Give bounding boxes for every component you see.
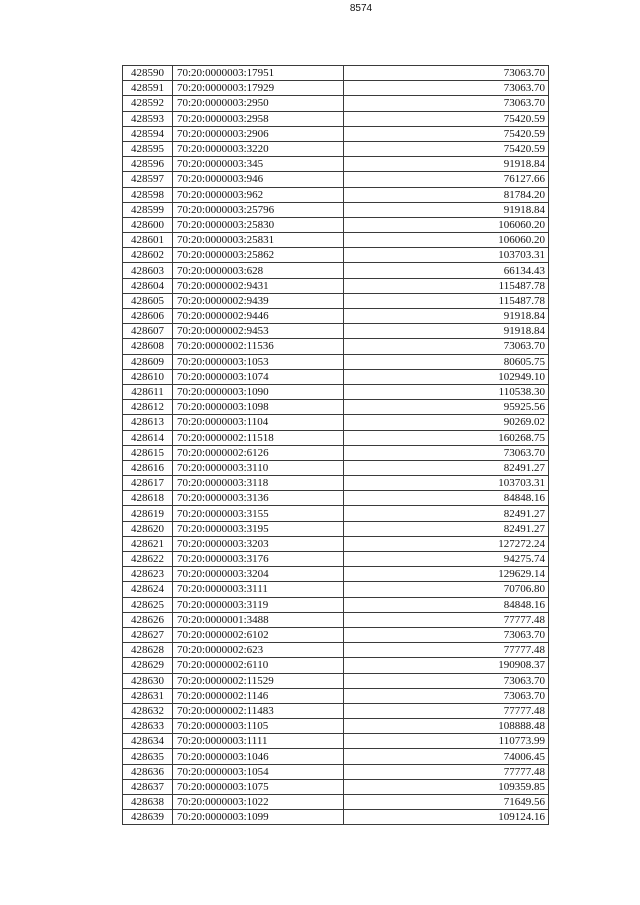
cadastral-number-cell: 70:20:0000003:3119 bbox=[173, 597, 344, 612]
table-row bbox=[123, 764, 549, 779]
table-row bbox=[123, 703, 549, 718]
value-cell: 82491.27 bbox=[344, 521, 549, 536]
cadastral-number-cell: 70:20:0000002:11529 bbox=[173, 673, 344, 688]
record-id-cell: 428636 bbox=[123, 764, 173, 779]
table-row bbox=[123, 66, 549, 81]
table-row bbox=[123, 582, 549, 597]
record-id-cell: 428607 bbox=[123, 324, 173, 339]
value-cell: 94275.74 bbox=[344, 552, 549, 567]
record-id-cell: 428598 bbox=[123, 187, 173, 202]
record-id-cell: 428624 bbox=[123, 582, 173, 597]
table-row bbox=[123, 779, 549, 794]
value-cell: 77777.48 bbox=[344, 643, 549, 658]
cadastral-number-cell: 70:20:0000003:17951 bbox=[173, 66, 344, 81]
cadastral-number-cell: 70:20:0000003:1104 bbox=[173, 415, 344, 430]
cadastral-number-cell: 70:20:0000003:1074 bbox=[173, 369, 344, 384]
value-cell: 102949.10 bbox=[344, 369, 549, 384]
cadastral-number-cell: 70:20:0000003:3118 bbox=[173, 476, 344, 491]
value-cell: 73063.70 bbox=[344, 81, 549, 96]
record-id-cell: 428622 bbox=[123, 552, 173, 567]
value-cell: 77777.48 bbox=[344, 764, 549, 779]
table-row bbox=[123, 476, 549, 491]
value-cell: 91918.84 bbox=[344, 309, 549, 324]
value-cell: 115487.78 bbox=[344, 293, 549, 308]
cadastral-number-cell: 70:20:0000002:11518 bbox=[173, 430, 344, 445]
value-cell: 82491.27 bbox=[344, 460, 549, 475]
cadastral-number-cell: 70:20:0000003:25831 bbox=[173, 233, 344, 248]
record-id-cell: 428627 bbox=[123, 627, 173, 642]
record-id-cell: 428601 bbox=[123, 233, 173, 248]
value-cell: 95925.56 bbox=[344, 400, 549, 415]
table-row bbox=[123, 248, 549, 263]
record-id-cell: 428613 bbox=[123, 415, 173, 430]
value-cell: 109359.85 bbox=[344, 779, 549, 794]
cadastral-number-cell: 70:20:0000003:946 bbox=[173, 172, 344, 187]
table-row bbox=[123, 430, 549, 445]
table-row bbox=[123, 111, 549, 126]
cadastral-number-cell: 70:20:0000003:628 bbox=[173, 263, 344, 278]
value-cell: 110773.99 bbox=[344, 734, 549, 749]
table-row bbox=[123, 460, 549, 475]
cadastral-number-cell: 70:20:0000003:1053 bbox=[173, 354, 344, 369]
table-row bbox=[123, 354, 549, 369]
cadastral-number-cell: 70:20:0000003:1099 bbox=[173, 810, 344, 825]
cadastral-number-cell: 70:20:0000002:9431 bbox=[173, 278, 344, 293]
table-row bbox=[123, 749, 549, 764]
record-id-cell: 428603 bbox=[123, 263, 173, 278]
table-row bbox=[123, 795, 549, 810]
value-cell: 106060.20 bbox=[344, 233, 549, 248]
cadastral-number-cell: 70:20:0000003:1046 bbox=[173, 749, 344, 764]
cadastral-number-cell: 70:20:0000003:25862 bbox=[173, 248, 344, 263]
cadastral-number-cell: 70:20:0000003:3204 bbox=[173, 567, 344, 582]
records-table-body bbox=[123, 66, 549, 825]
table-row bbox=[123, 263, 549, 278]
cadastral-number-cell: 70:20:0000002:6110 bbox=[173, 658, 344, 673]
table-row bbox=[123, 339, 549, 354]
value-cell: 77777.48 bbox=[344, 612, 549, 627]
record-id-cell: 428625 bbox=[123, 597, 173, 612]
record-id-cell: 428621 bbox=[123, 536, 173, 551]
table-row bbox=[123, 688, 549, 703]
table-row bbox=[123, 233, 549, 248]
cadastral-number-cell: 70:20:0000003:1075 bbox=[173, 779, 344, 794]
value-cell: 103703.31 bbox=[344, 476, 549, 491]
table-row bbox=[123, 415, 549, 430]
cadastral-number-cell: 70:20:0000002:9439 bbox=[173, 293, 344, 308]
table-row bbox=[123, 202, 549, 217]
table-row bbox=[123, 627, 549, 642]
table-row bbox=[123, 141, 549, 156]
cadastral-number-cell: 70:20:0000002:6102 bbox=[173, 627, 344, 642]
table-row bbox=[123, 293, 549, 308]
table-row bbox=[123, 324, 549, 339]
cadastral-number-cell: 70:20:0000003:3111 bbox=[173, 582, 344, 597]
cadastral-number-cell: 70:20:0000003:25830 bbox=[173, 217, 344, 232]
value-cell: 73063.70 bbox=[344, 688, 549, 703]
record-id-cell: 428623 bbox=[123, 567, 173, 582]
value-cell: 73063.70 bbox=[344, 673, 549, 688]
cadastral-number-cell: 70:20:0000003:3136 bbox=[173, 491, 344, 506]
cadastral-number-cell: 70:20:0000003:1090 bbox=[173, 384, 344, 399]
value-cell: 115487.78 bbox=[344, 278, 549, 293]
cadastral-number-cell: 70:20:0000003:3155 bbox=[173, 506, 344, 521]
record-id-cell: 428635 bbox=[123, 749, 173, 764]
value-cell: 103703.31 bbox=[344, 248, 549, 263]
cadastral-number-cell: 70:20:0000002:9446 bbox=[173, 309, 344, 324]
table-row bbox=[123, 612, 549, 627]
value-cell: 73063.70 bbox=[344, 339, 549, 354]
record-id-cell: 428611 bbox=[123, 384, 173, 399]
value-cell: 75420.59 bbox=[344, 141, 549, 156]
record-id-cell: 428639 bbox=[123, 810, 173, 825]
record-id-cell: 428629 bbox=[123, 658, 173, 673]
table-row bbox=[123, 536, 549, 551]
value-cell: 75420.59 bbox=[344, 126, 549, 141]
value-cell: 106060.20 bbox=[344, 217, 549, 232]
record-id-cell: 428602 bbox=[123, 248, 173, 263]
record-id-cell: 428615 bbox=[123, 445, 173, 460]
cadastral-number-cell: 70:20:0000002:623 bbox=[173, 643, 344, 658]
table-row bbox=[123, 567, 549, 582]
value-cell: 80605.75 bbox=[344, 354, 549, 369]
cadastral-number-cell: 70:20:0000003:1054 bbox=[173, 764, 344, 779]
table-row bbox=[123, 384, 549, 399]
table-row bbox=[123, 400, 549, 415]
table-row bbox=[123, 96, 549, 111]
table-row bbox=[123, 309, 549, 324]
record-id-cell: 428593 bbox=[123, 111, 173, 126]
record-id-cell: 428616 bbox=[123, 460, 173, 475]
record-id-cell: 428632 bbox=[123, 703, 173, 718]
cadastral-number-cell: 70:20:0000003:3195 bbox=[173, 521, 344, 536]
cadastral-number-cell: 70:20:0000003:25796 bbox=[173, 202, 344, 217]
value-cell: 91918.84 bbox=[344, 202, 549, 217]
table-row bbox=[123, 445, 549, 460]
value-cell: 127272.24 bbox=[344, 536, 549, 551]
record-id-cell: 428612 bbox=[123, 400, 173, 415]
cadastral-number-cell: 70:20:0000003:1022 bbox=[173, 795, 344, 810]
table-row bbox=[123, 172, 549, 187]
value-cell: 84848.16 bbox=[344, 491, 549, 506]
record-id-cell: 428592 bbox=[123, 96, 173, 111]
table-row bbox=[123, 81, 549, 96]
table-row bbox=[123, 552, 549, 567]
cadastral-number-cell: 70:20:0000003:345 bbox=[173, 157, 344, 172]
cadastral-number-cell: 70:20:0000003:3110 bbox=[173, 460, 344, 475]
value-cell: 160268.75 bbox=[344, 430, 549, 445]
table-row bbox=[123, 126, 549, 141]
record-id-cell: 428633 bbox=[123, 719, 173, 734]
record-id-cell: 428626 bbox=[123, 612, 173, 627]
record-id-cell: 428591 bbox=[123, 81, 173, 96]
record-id-cell: 428608 bbox=[123, 339, 173, 354]
cadastral-number-cell: 70:20:0000002:1146 bbox=[173, 688, 344, 703]
value-cell: 76127.66 bbox=[344, 172, 549, 187]
record-id-cell: 428628 bbox=[123, 643, 173, 658]
record-id-cell: 428605 bbox=[123, 293, 173, 308]
value-cell: 74006.45 bbox=[344, 749, 549, 764]
cadastral-number-cell: 70:20:0000002:9453 bbox=[173, 324, 344, 339]
cadastral-number-cell: 70:20:0000003:1098 bbox=[173, 400, 344, 415]
value-cell: 73063.70 bbox=[344, 627, 549, 642]
record-id-cell: 428597 bbox=[123, 172, 173, 187]
record-id-cell: 428606 bbox=[123, 309, 173, 324]
cadastral-number-cell: 70:20:0000003:17929 bbox=[173, 81, 344, 96]
record-id-cell: 428630 bbox=[123, 673, 173, 688]
record-id-cell: 428637 bbox=[123, 779, 173, 794]
table-row bbox=[123, 810, 549, 825]
value-cell: 75420.59 bbox=[344, 111, 549, 126]
record-id-cell: 428609 bbox=[123, 354, 173, 369]
value-cell: 82491.27 bbox=[344, 506, 549, 521]
value-cell: 71649.56 bbox=[344, 795, 549, 810]
table-row bbox=[123, 673, 549, 688]
page-number: 8574 bbox=[349, 3, 373, 14]
record-id-cell: 428594 bbox=[123, 126, 173, 141]
value-cell: 73063.70 bbox=[344, 445, 549, 460]
table-row bbox=[123, 658, 549, 673]
table-row bbox=[123, 157, 549, 172]
table-row bbox=[123, 369, 549, 384]
cadastral-number-cell: 70:20:0000001:3488 bbox=[173, 612, 344, 627]
cadastral-number-cell: 70:20:0000002:11536 bbox=[173, 339, 344, 354]
record-id-cell: 428631 bbox=[123, 688, 173, 703]
table-row bbox=[123, 217, 549, 232]
record-id-cell: 428590 bbox=[123, 66, 173, 81]
value-cell: 73063.70 bbox=[344, 96, 549, 111]
value-cell: 81784.20 bbox=[344, 187, 549, 202]
record-id-cell: 428617 bbox=[123, 476, 173, 491]
record-id-cell: 428618 bbox=[123, 491, 173, 506]
value-cell: 109124.16 bbox=[344, 810, 549, 825]
cadastral-number-cell: 70:20:0000002:6126 bbox=[173, 445, 344, 460]
table-row bbox=[123, 719, 549, 734]
cadastral-number-cell: 70:20:0000003:962 bbox=[173, 187, 344, 202]
record-id-cell: 428600 bbox=[123, 217, 173, 232]
table-row bbox=[123, 643, 549, 658]
table-row bbox=[123, 491, 549, 506]
cadastral-number-cell: 70:20:0000003:2906 bbox=[173, 126, 344, 141]
records-table bbox=[122, 65, 549, 825]
record-id-cell: 428595 bbox=[123, 141, 173, 156]
record-id-cell: 428619 bbox=[123, 506, 173, 521]
table-row bbox=[123, 734, 549, 749]
table-row bbox=[123, 521, 549, 536]
cadastral-number-cell: 70:20:0000003:1105 bbox=[173, 719, 344, 734]
value-cell: 66134.43 bbox=[344, 263, 549, 278]
value-cell: 190908.37 bbox=[344, 658, 549, 673]
cadastral-number-cell: 70:20:0000003:2950 bbox=[173, 96, 344, 111]
record-id-cell: 428634 bbox=[123, 734, 173, 749]
value-cell: 110538.30 bbox=[344, 384, 549, 399]
table-row bbox=[123, 187, 549, 202]
cadastral-number-cell: 70:20:0000003:3176 bbox=[173, 552, 344, 567]
value-cell: 73063.70 bbox=[344, 66, 549, 81]
value-cell: 70706.80 bbox=[344, 582, 549, 597]
record-id-cell: 428596 bbox=[123, 157, 173, 172]
table-row bbox=[123, 278, 549, 293]
value-cell: 129629.14 bbox=[344, 567, 549, 582]
cadastral-number-cell: 70:20:0000003:3220 bbox=[173, 141, 344, 156]
value-cell: 77777.48 bbox=[344, 703, 549, 718]
record-id-cell: 428620 bbox=[123, 521, 173, 536]
cadastral-number-cell: 70:20:0000003:3203 bbox=[173, 536, 344, 551]
record-id-cell: 428599 bbox=[123, 202, 173, 217]
cadastral-number-cell: 70:20:0000003:1111 bbox=[173, 734, 344, 749]
table-row bbox=[123, 597, 549, 612]
record-id-cell: 428610 bbox=[123, 369, 173, 384]
value-cell: 84848.16 bbox=[344, 597, 549, 612]
value-cell: 108888.48 bbox=[344, 719, 549, 734]
value-cell: 91918.84 bbox=[344, 157, 549, 172]
cadastral-number-cell: 70:20:0000003:2958 bbox=[173, 111, 344, 126]
value-cell: 91918.84 bbox=[344, 324, 549, 339]
cadastral-number-cell: 70:20:0000002:11483 bbox=[173, 703, 344, 718]
table-row bbox=[123, 506, 549, 521]
record-id-cell: 428614 bbox=[123, 430, 173, 445]
value-cell: 90269.02 bbox=[344, 415, 549, 430]
record-id-cell: 428604 bbox=[123, 278, 173, 293]
record-id-cell: 428638 bbox=[123, 795, 173, 810]
